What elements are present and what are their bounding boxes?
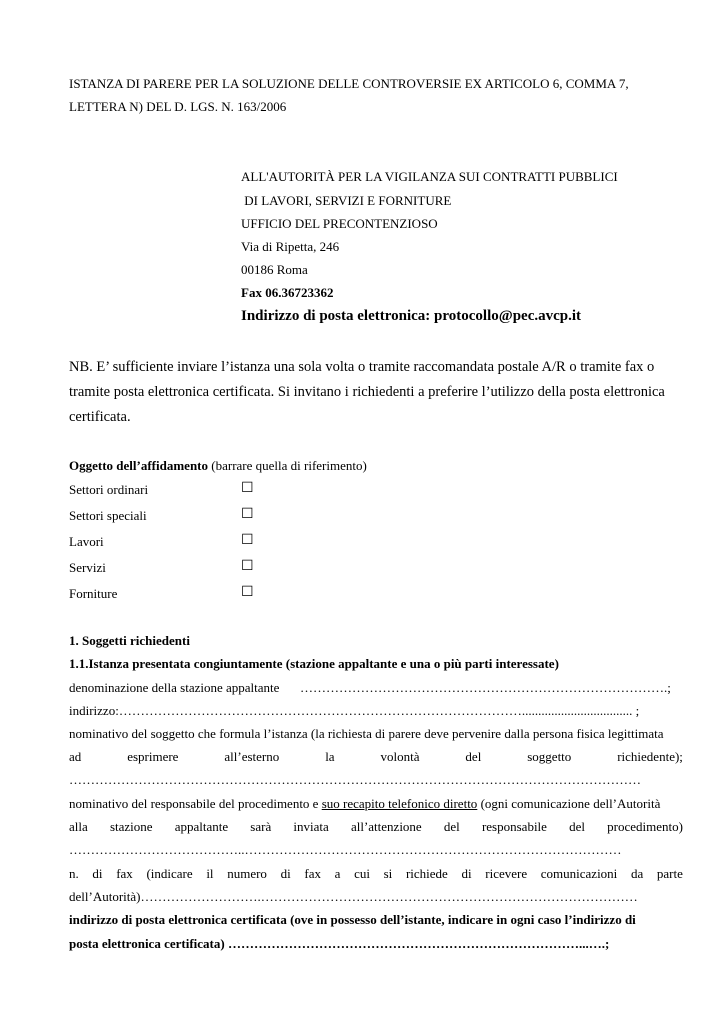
recipient-street: Via di Ripetta, 246 (241, 239, 340, 254)
word: sarà (250, 819, 272, 834)
oggetto-heading-hint: (barrare quella di riferimento) (208, 458, 367, 473)
section-1-heading: 1. Soggetti richiedenti (69, 633, 190, 648)
responsabile-text-pre: nominativo del responsabile del procedimento e (69, 796, 322, 811)
word: numero (227, 866, 267, 881)
nominativo-istanza-field[interactable]: …………………………………………………………………………………………………………………… (69, 772, 641, 787)
word: stazione (109, 819, 153, 834)
oggetto-heading (69, 458, 367, 474)
word: n. (69, 866, 79, 881)
word: comunicazioni (540, 866, 618, 881)
word: di (461, 866, 472, 881)
option-label-settori-speciali: Settori speciali (69, 508, 147, 523)
word: alla (69, 819, 88, 834)
word: del (465, 749, 482, 764)
responsabile-text-post: (ogni comunicazione dell’Autorità (477, 796, 661, 811)
word: fax (304, 866, 321, 881)
word: il (206, 866, 214, 881)
word: richiedente); (617, 749, 683, 764)
responsabile-field[interactable]: …………………………………..…………………………………………………………………………… (69, 842, 622, 857)
word: inviata (293, 819, 329, 834)
denominazione-label: denominazione della stazione appaltante (69, 680, 280, 695)
word: fax (116, 866, 133, 881)
option-label-settori-ordinari: Settori ordinari (69, 482, 149, 497)
oggetto-heading-label: Oggetto dell’affidamento (69, 458, 209, 473)
nominativo-istanza-line-1: nominativo del soggetto che formula l’istanza (la richiesta di parere deve pervenire dalla persona fisica legittimata (69, 726, 664, 741)
recipient-email: Indirizzo di posta elettronica: protocollo@pec.avcp.it (241, 308, 582, 324)
word: da (630, 866, 644, 881)
word: di (280, 866, 291, 881)
word: soggetto (527, 749, 572, 764)
option-label-forniture: Forniture (69, 586, 118, 601)
word: responsabile (481, 819, 547, 834)
word: volontà (380, 749, 420, 764)
section-1-1-subheading: 1.1.Istanza presentata congiuntamente (stazione appaltante e una o più parti interessate) (69, 656, 559, 671)
word: ad (69, 749, 82, 764)
document-title-line-2: LETTERA N) DEL D. LGS. N. 163/2006 (69, 99, 287, 114)
option-label-servizi: Servizi (69, 560, 106, 575)
checkbox-lavori[interactable]: ☐ (241, 533, 254, 548)
recipient-office: UFFICIO DEL PRECONTENZIOSO (241, 216, 438, 231)
nominativo-istanza-line-2 (69, 749, 683, 765)
responsabile-line-1 (69, 796, 660, 812)
word: cui (354, 866, 370, 881)
pec-field[interactable]: posta elettronica certificata) ………………………………………………………………………...….; (69, 936, 610, 951)
fax-line-1 (69, 866, 683, 882)
word: esprimere (127, 749, 179, 764)
word: (indicare (146, 866, 193, 881)
checkbox-forniture[interactable]: ☐ (241, 585, 254, 600)
checkbox-settori-speciali[interactable]: ☐ (241, 507, 254, 522)
recipient-city: 00186 Roma (241, 262, 308, 277)
document-title-line-1: ISTANZA DI PARERE PER LA SOLUZIONE DELLE CONTROVERSIE EX ARTICOLO 6, COMMA 7, (69, 76, 629, 91)
checkbox-settori-ordinari[interactable]: ☐ (241, 481, 254, 496)
responsabile-line-2 (69, 819, 683, 835)
pec-line-1: indirizzo di posta elettronica certificata (ove in possesso dell’istante, indicare in ogni caso l’indirizzo di (69, 912, 636, 927)
fax-field[interactable]: dell’Autorità)……………………….…………………………………………………………………………… (69, 889, 638, 904)
word: la (325, 749, 335, 764)
word: richiede (405, 866, 448, 881)
word: appaltante (174, 819, 229, 834)
word: all’esterno (224, 749, 280, 764)
note-line-3: certificata. (69, 409, 131, 425)
recipient-line-2: DI LAVORI, SERVIZI E FORNITURE (241, 193, 452, 208)
word: parte (656, 866, 683, 881)
word: ricevere (485, 866, 528, 881)
responsabile-text-underlined: suo recapito telefonico diretto (321, 796, 478, 811)
word: si (383, 866, 393, 881)
recipient-line-1: ALL'AUTORITÀ PER LA VIGILANZA SUI CONTRATTI PUBBLICI (241, 169, 618, 184)
option-label-lavori: Lavori (69, 534, 104, 549)
word: all’attenzione (350, 819, 422, 834)
checkbox-servizi[interactable]: ☐ (241, 559, 254, 574)
word: del (569, 819, 585, 834)
indirizzo-field[interactable]: indirizzo:………………………………………………………………………………….................................. ; (69, 703, 640, 718)
word: a (334, 866, 341, 881)
note-line-2: tramite posta elettronica certificata. Si invitano i richiedenti a preferire l’utilizzo della posta elettronica (69, 384, 665, 400)
recipient-fax: Fax 06.36723362 (241, 285, 334, 300)
denominazione-field[interactable]: ………………………………………………………………………….; (300, 680, 671, 695)
word: del (443, 819, 460, 834)
word: di (92, 866, 103, 881)
note-line-1: NB. E’ sufficiente inviare l’istanza una sola volta o tramite raccomandata postale A/R o tramite fax o (69, 359, 655, 375)
word: procedimento) (607, 819, 683, 834)
